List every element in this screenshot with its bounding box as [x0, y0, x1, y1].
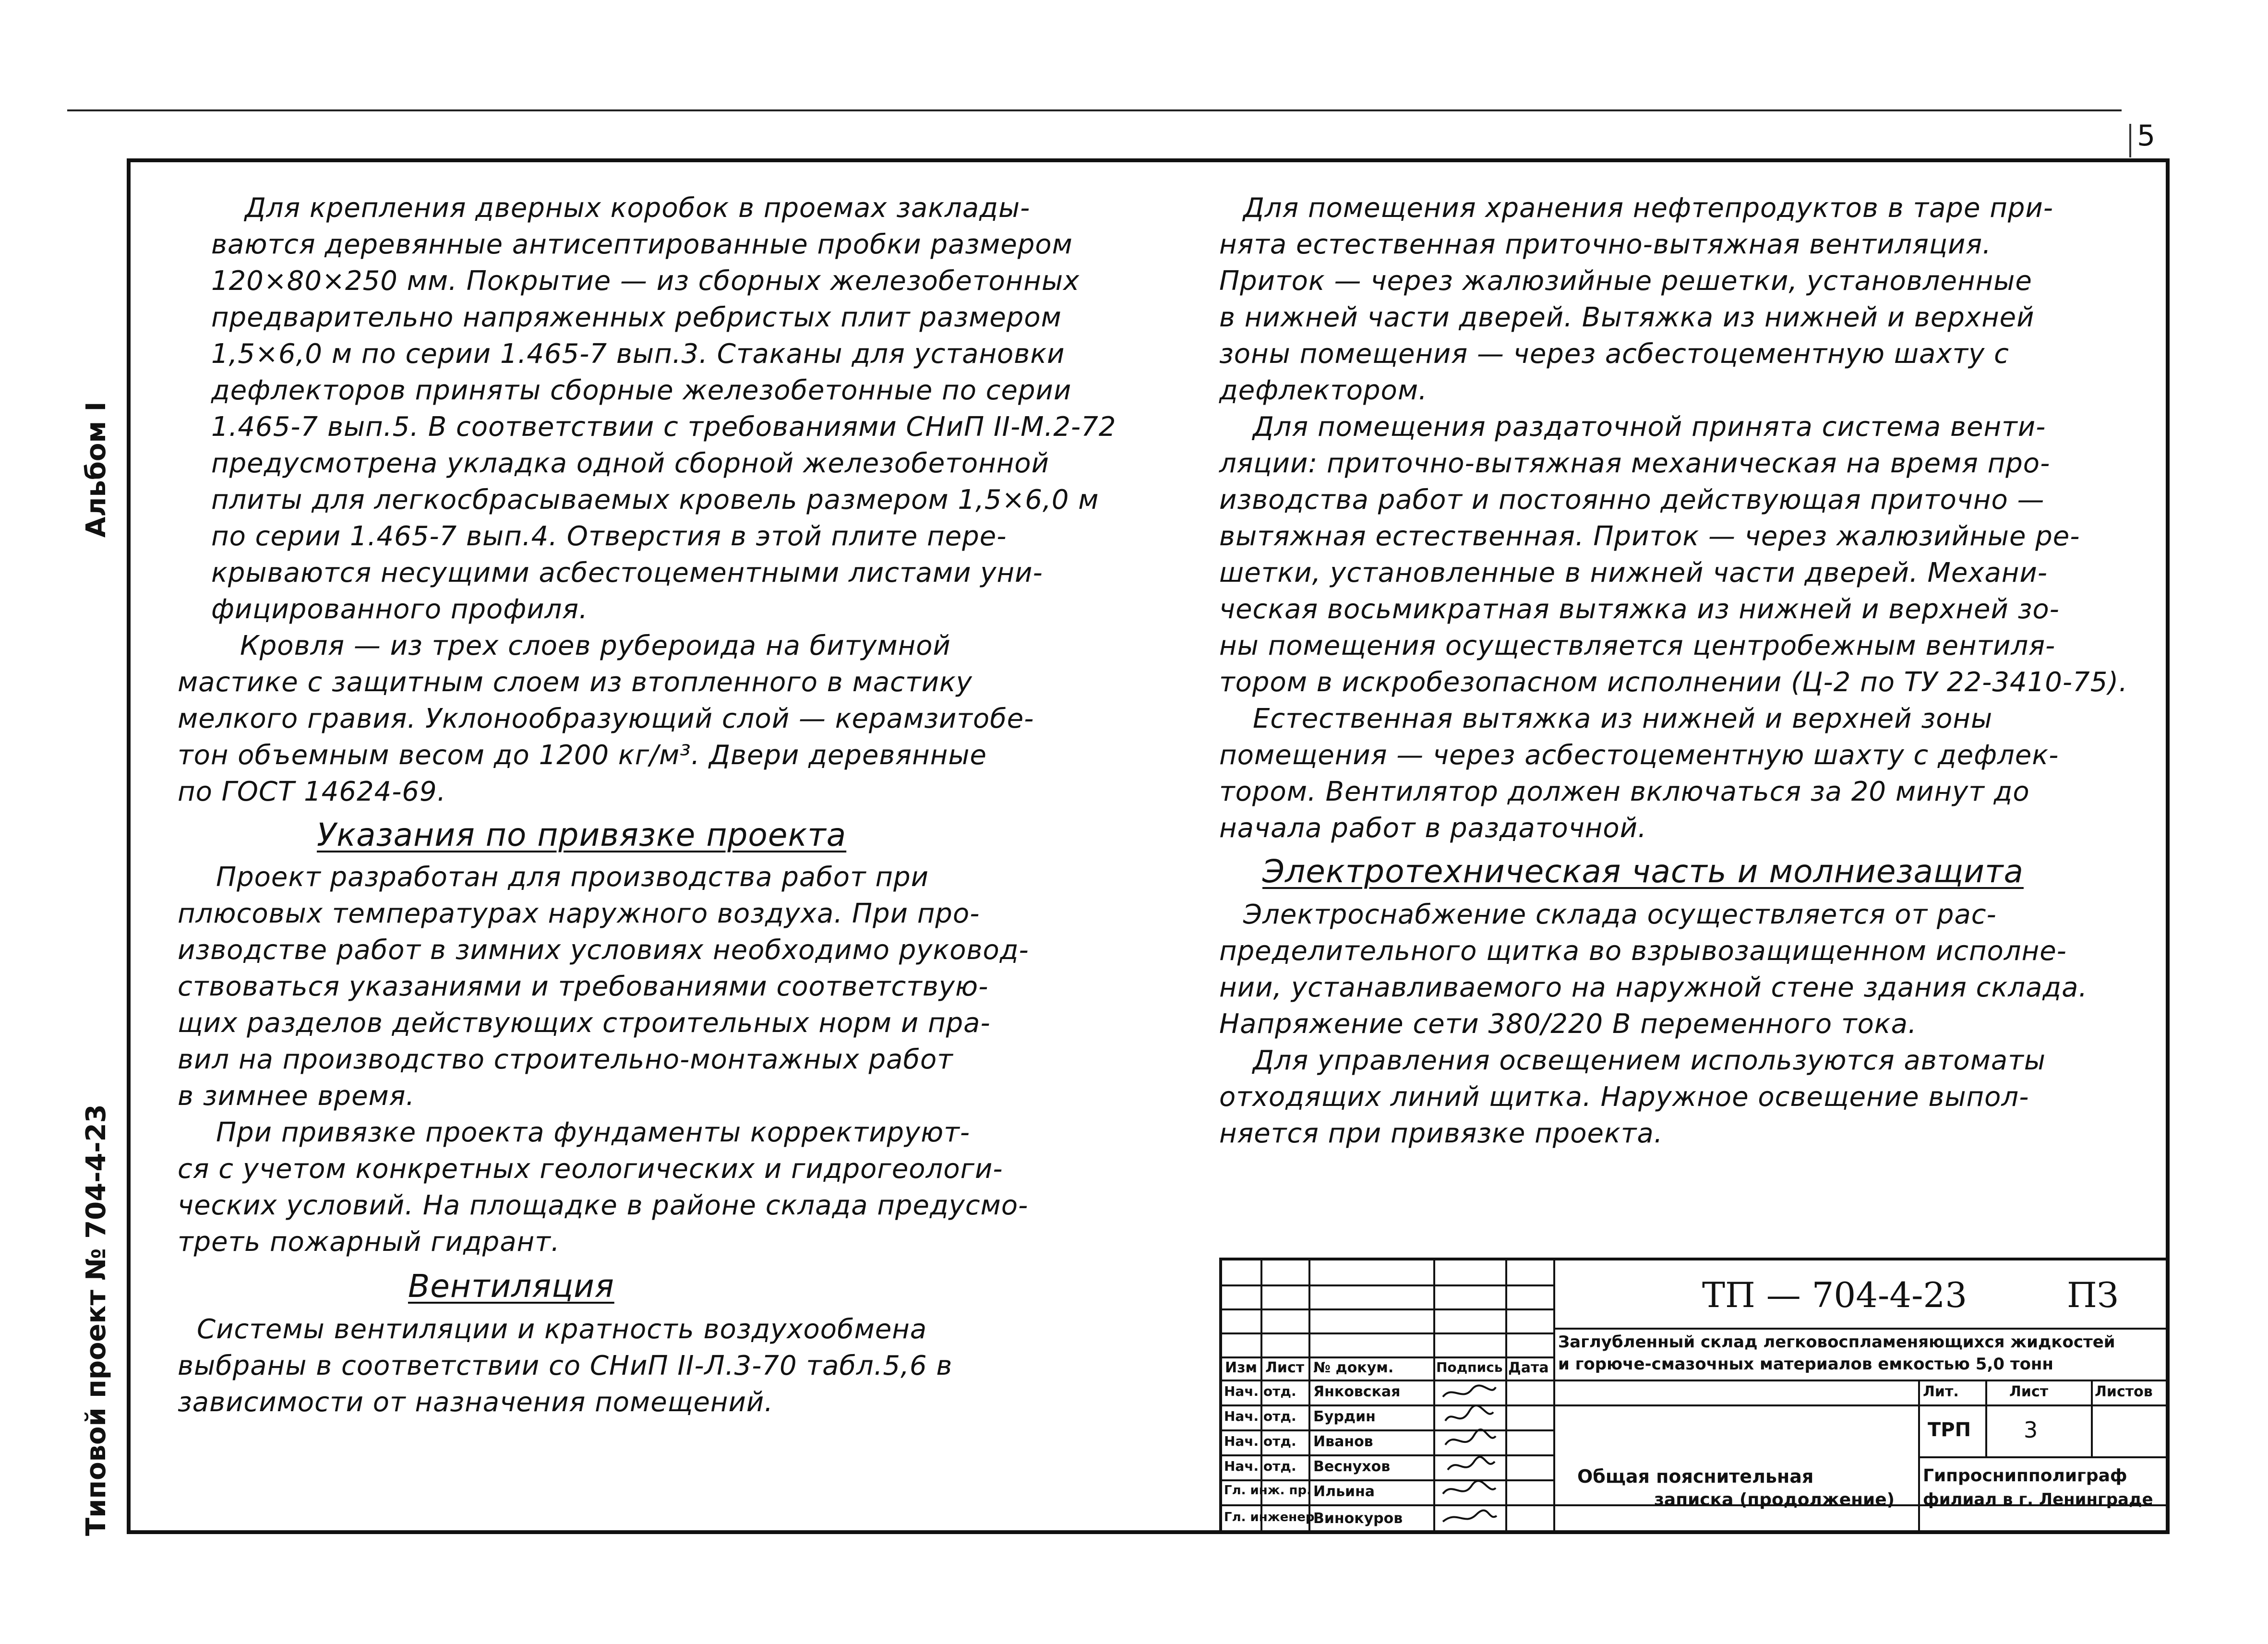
- grid-line: [1222, 1454, 1553, 1456]
- paragraph: [178, 190, 1138, 628]
- grid-line: [1918, 1404, 1920, 1534]
- text-line: Приток — через жалюзийные решетки, установленные: [1219, 265, 2032, 297]
- text-line: ствоваться указаниями и требованиями соответствую-: [178, 971, 989, 1002]
- section-heading-wrapper: [178, 817, 1138, 853]
- text-line: зоны помещения — через асбестоцементную шахту с: [1219, 338, 2009, 370]
- header-doc: № докум.: [1313, 1359, 1394, 1376]
- paragraph: [178, 628, 1138, 810]
- signature-role: Нач. отд.: [1224, 1383, 1296, 1399]
- grid-line: [1222, 1284, 1553, 1286]
- grid-line: [1553, 1260, 1555, 1534]
- grid-line: [1553, 1328, 2170, 1330]
- text-line: крываются несущими асбестоцементными листами уни-: [211, 557, 1043, 588]
- section-heading-wrapper: [178, 1268, 1138, 1305]
- grid-line: [1505, 1260, 1507, 1534]
- grid-line: [1222, 1429, 1553, 1431]
- text-line: дефлекторов приняты сборные железобетонные по серии: [211, 375, 1072, 406]
- text-line: изводстве работ в зимних условиях необходимо руковод-: [178, 935, 1029, 966]
- signature-role: Гл. инженер: [1224, 1510, 1315, 1524]
- text-line: шетки, установленные в нижней части дверей. Механи-: [1219, 557, 2048, 588]
- text-line: начала работ в раздаточной.: [1219, 813, 1647, 844]
- grid-line: [1222, 1404, 1553, 1406]
- text-line: щих разделов действующих строительных норм и пра-: [178, 1008, 991, 1039]
- grid-line: [1918, 1380, 1920, 1404]
- text-line: ся с учетом конкретных геологических и гидрогеологи-: [178, 1153, 1003, 1185]
- header-date: Дата: [1508, 1359, 1549, 1376]
- signature-name: Винокуров: [1313, 1510, 1403, 1527]
- paragraph: [1219, 190, 2122, 409]
- text-line: пределительного щитка во взрывозащищенном исполне-: [1219, 936, 2067, 967]
- paragraph: [1219, 897, 2122, 1043]
- project-title-line-2: и горюче-смазочных материалов емкостью 5,0 тонн: [1558, 1355, 2053, 1374]
- text-line: 1.465-7 вып.5. В соответствии с требованиями СНиП II-М.2-72: [211, 411, 1116, 443]
- paragraph: [1219, 701, 2122, 847]
- top-border-line: [67, 109, 2122, 111]
- title-block: [1219, 1258, 2170, 1534]
- series-label: Типовой проект № 704-4-23: [81, 1104, 112, 1536]
- text-line: в нижней части дверей. Вытяжка из нижней и верхней: [1219, 302, 2035, 333]
- sheets-header: Листов: [2095, 1383, 2153, 1400]
- text-line: Естественная вытяжка из нижней и верхней зоны: [1253, 703, 1993, 734]
- text-line: 1,5×6,0 м по серии 1.465-7 вып.3. Стаканы для установки: [211, 338, 1065, 370]
- grid-line: [1222, 1479, 1553, 1481]
- album-label: Альбом I: [81, 401, 112, 538]
- right-column: [1219, 190, 2128, 1152]
- text-line: Электроснабжение склада осуществляется от рас-: [1243, 899, 1997, 930]
- text-line: вытяжная естественная. Приток — через жалюзийные ре-: [1219, 521, 2080, 552]
- sheet-value: 3: [2024, 1417, 2038, 1443]
- text-line: 120×80×250 мм. Покрытие — из сборных железобетонных: [211, 265, 1080, 297]
- text-line: ческая восьмикратная вытяжка из нижней и верхней зо-: [1219, 594, 2060, 625]
- text-line: Напряжение сети 380/220 В переменного тока.: [1219, 1008, 1917, 1040]
- text-line: отходящих линий щитка. Наружное освещение выпол-: [1219, 1081, 2029, 1113]
- text-line: ческих условий. На площадке в районе склада предусмо-: [178, 1190, 1029, 1221]
- signature-name: Ильина: [1313, 1483, 1375, 1500]
- paragraph: [1219, 409, 2128, 701]
- header-list: Лист: [1265, 1359, 1305, 1376]
- text-line: по ГОСТ 14624-69.: [178, 776, 446, 807]
- text-line: нята естественная приточно-вытяжная вентиляция.: [1219, 229, 1992, 260]
- text-line: мелкого гравия. Уклонообразующий слой — керамзитобе-: [178, 703, 1034, 734]
- section-heading-ventilation: Вентиляция: [408, 1268, 614, 1305]
- text-line: Для помещения раздаточной принята система венти-: [1253, 411, 2046, 443]
- text-line: Системы вентиляции и кратность воздухообмена: [197, 1314, 927, 1345]
- text-line: Для помещения хранения нефтепродуктов в таре при-: [1243, 192, 2053, 224]
- grid-line: [1553, 1404, 2170, 1406]
- text-line: предусмотрена укладка одной сборной железобетонной: [211, 448, 1050, 479]
- text-line: Проект разработан для производства работ при: [216, 862, 929, 893]
- section-heading-binding: Указания по привязке проекта: [317, 816, 847, 853]
- grid-line: [1433, 1260, 1435, 1534]
- page-number-divider: [2129, 124, 2131, 157]
- signature-name: Веснухов: [1313, 1458, 1391, 1475]
- section-heading-wrapper: [1219, 853, 2122, 890]
- signature-marks: [1438, 1382, 1500, 1531]
- text-line: При привязке проекта фундаменты корректируют-: [216, 1117, 971, 1148]
- signature-name: Бурдин: [1313, 1408, 1376, 1425]
- doc-title-line-2: записка (продолжение): [1654, 1490, 1895, 1510]
- signature-role: Нач. отд.: [1224, 1408, 1296, 1424]
- header-sign: Подпись: [1436, 1359, 1503, 1375]
- text-line: дефлектором.: [1219, 375, 1428, 406]
- text-line: Для крепления дверных коробок в проемах заклады-: [245, 192, 1031, 224]
- organization-line-2: филиал в г. Ленинграде: [1923, 1490, 2153, 1509]
- paragraph: [178, 1115, 1138, 1260]
- text-line: плиты для легкосбрасываемых кровель размером 1,5×6,0 м: [211, 484, 1099, 516]
- text-line: ваются деревянные антисептированные пробки размером: [211, 229, 1073, 260]
- text-line: няется при привязке проекта.: [1219, 1118, 1663, 1149]
- section-heading-electrical: Электротехническая часть и молниезащита: [1262, 853, 2024, 890]
- organization-line-1: Гипроснипполиграф: [1923, 1466, 2127, 1486]
- text-line: ляции: приточно-вытяжная механическая на время про-: [1219, 448, 2051, 479]
- text-line: изводства работ и постоянно действующая приточно —: [1219, 484, 2045, 516]
- text-line: по серии 1.465-7 вып.4. Отверстия в этой плите пере-: [211, 521, 1007, 552]
- text-line: плюсовых температурах наружного воздуха. При про-: [178, 898, 980, 929]
- signature-name: Янковская: [1313, 1383, 1401, 1400]
- grid-line: [1222, 1356, 1553, 1358]
- text-line: Для управления освещением используются автоматы: [1253, 1045, 2046, 1076]
- text-line: треть пожарный гидрант.: [178, 1226, 560, 1258]
- stage-header: Лит.: [1923, 1383, 1959, 1400]
- text-line: нии, устанавливаемого на наружной стене здания склада.: [1219, 972, 2088, 1003]
- doc-title-line-1: Общая пояснительная: [1577, 1466, 1814, 1487]
- paragraph: [178, 859, 1138, 1115]
- text-line: вил на производство строительно-монтажных работ: [178, 1044, 953, 1075]
- sheet-mark: ПЗ: [2067, 1275, 2119, 1315]
- grid-line: [2091, 1380, 2093, 1456]
- header-izm: Изм: [1225, 1359, 1258, 1376]
- grid-line: [1222, 1380, 2170, 1381]
- text-line: тором. Вентилятор должен включаться за 20 минут до: [1219, 776, 2030, 807]
- text-line: выбраны в соответствии со СНиП II-Л.3-70 табл.5,6 в: [178, 1350, 953, 1381]
- left-column: [178, 190, 1138, 1421]
- text-line: мастике с защитным слоем из втопленного в мастику: [178, 667, 972, 698]
- grid-line: [1985, 1380, 1987, 1456]
- text-line: фицированного профиля.: [211, 594, 588, 625]
- sheet-header: Лист: [2009, 1383, 2049, 1400]
- signature-role: Гл. инж. пр.: [1224, 1483, 1311, 1498]
- project-title-line-1: Заглубленный склад легковоспламеняющихся жидкостей: [1558, 1332, 2115, 1352]
- text-line: предварительно напряженных ребристых плит размером: [211, 302, 1062, 333]
- stage-value: ТРП: [1928, 1419, 1971, 1441]
- document-code: ТП — 704-4-23: [1702, 1275, 1968, 1315]
- signature-role: Нач. отд.: [1224, 1458, 1296, 1474]
- text-line: ны помещения осуществляется центробежным вентиля-: [1219, 630, 2056, 661]
- text-line: Кровля — из трех слоев рубероида на битумной: [240, 630, 951, 661]
- grid-line: [1222, 1308, 1553, 1310]
- text-line: зависимости от назначения помещений.: [178, 1387, 774, 1418]
- text-line: помещения — через асбестоцементную шахту с дефлек-: [1219, 740, 2059, 771]
- paragraph: [178, 1311, 1138, 1421]
- grid-line: [1222, 1332, 1553, 1334]
- signature-name: Иванов: [1313, 1433, 1373, 1450]
- paragraph: [1219, 1043, 2122, 1152]
- grid-line: [1918, 1456, 2170, 1458]
- page-number: 5: [2137, 119, 2156, 153]
- text-line: в зимнее время.: [178, 1080, 415, 1112]
- text-line: тором в искробезопасном исполнении (Ц-2 по ТУ 22-3410-75).: [1219, 667, 2128, 698]
- text-line: тон объемным весом до 1200 кг/м³. Двери деревянные: [178, 740, 987, 771]
- signature-role: Нач. отд.: [1224, 1433, 1296, 1449]
